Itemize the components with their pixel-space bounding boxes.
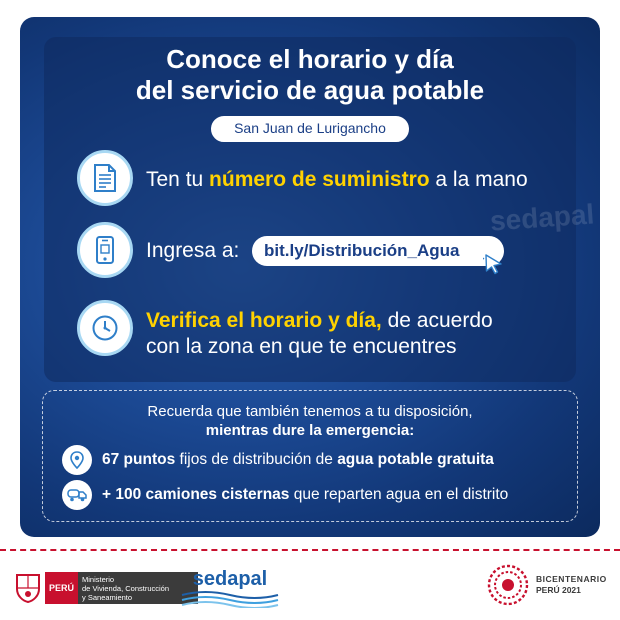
- mobile-phone-icon: [77, 222, 133, 278]
- reminder-text: [0, 402, 620, 440]
- reminder-line-1: Recuerda que también tenemos a tu disposición,: [147, 403, 473, 420]
- peru-label: PERÚ: [45, 572, 78, 604]
- reminder-line-2: mientras dure la emergencia:: [205, 422, 415, 439]
- location-pin-icon: [62, 445, 92, 475]
- tanker-trucks-text: + 100 camiones cisternas que reparten agua en el distrito: [102, 486, 509, 503]
- step-3-suffix: de acuerdo: [381, 309, 493, 332]
- sedapal-logo: [180, 568, 280, 608]
- distribution-link[interactable]: bit.ly/Distribución_Agua: [252, 236, 504, 266]
- step-1-suffix: a la mano: [429, 168, 528, 191]
- step-3-text: [146, 308, 493, 360]
- footer-divider: [0, 549, 620, 551]
- step-1-prefix: Ten tu: [146, 168, 210, 191]
- step-3-line-2: con la zona en que te encuentres: [146, 335, 457, 358]
- ministry-label: Ministerio de Vivienda, Construcción y Saneamiento: [78, 572, 198, 604]
- bicentenario-emblem-icon: [486, 563, 530, 607]
- step-1-text: [146, 167, 528, 193]
- sedapal-wordmark: sedapal: [192, 568, 268, 590]
- distribution-points-text: 67 puntos fijos de distribución de agua potable gratuita: [102, 451, 494, 468]
- bicentenario-logo: [486, 563, 607, 607]
- peru-shield-icon: [14, 572, 42, 604]
- title-line-2: del servicio de agua potable: [135, 75, 485, 105]
- step-1-highlight: número de suministro: [209, 168, 430, 191]
- step-3-highlight: Verifica el horario y día,: [146, 309, 382, 332]
- page-title: [0, 44, 620, 106]
- district-badge: San Juan de Lurigancho: [211, 116, 409, 142]
- ministry-logo: [14, 572, 198, 604]
- bicentenario-text: BICENTENARIO PERÚ 2021: [536, 574, 607, 595]
- title-line-1: Conoce el horario y día: [166, 44, 454, 74]
- step-2-text: Ingresa a:: [146, 239, 240, 262]
- document-icon: [77, 150, 133, 206]
- clock-icon: [77, 300, 133, 356]
- cursor-pointer-icon: [483, 253, 505, 275]
- background-watermark: sedapal: [489, 198, 596, 237]
- water-truck-icon: [62, 480, 92, 510]
- sedapal-waves-icon: [180, 590, 280, 608]
